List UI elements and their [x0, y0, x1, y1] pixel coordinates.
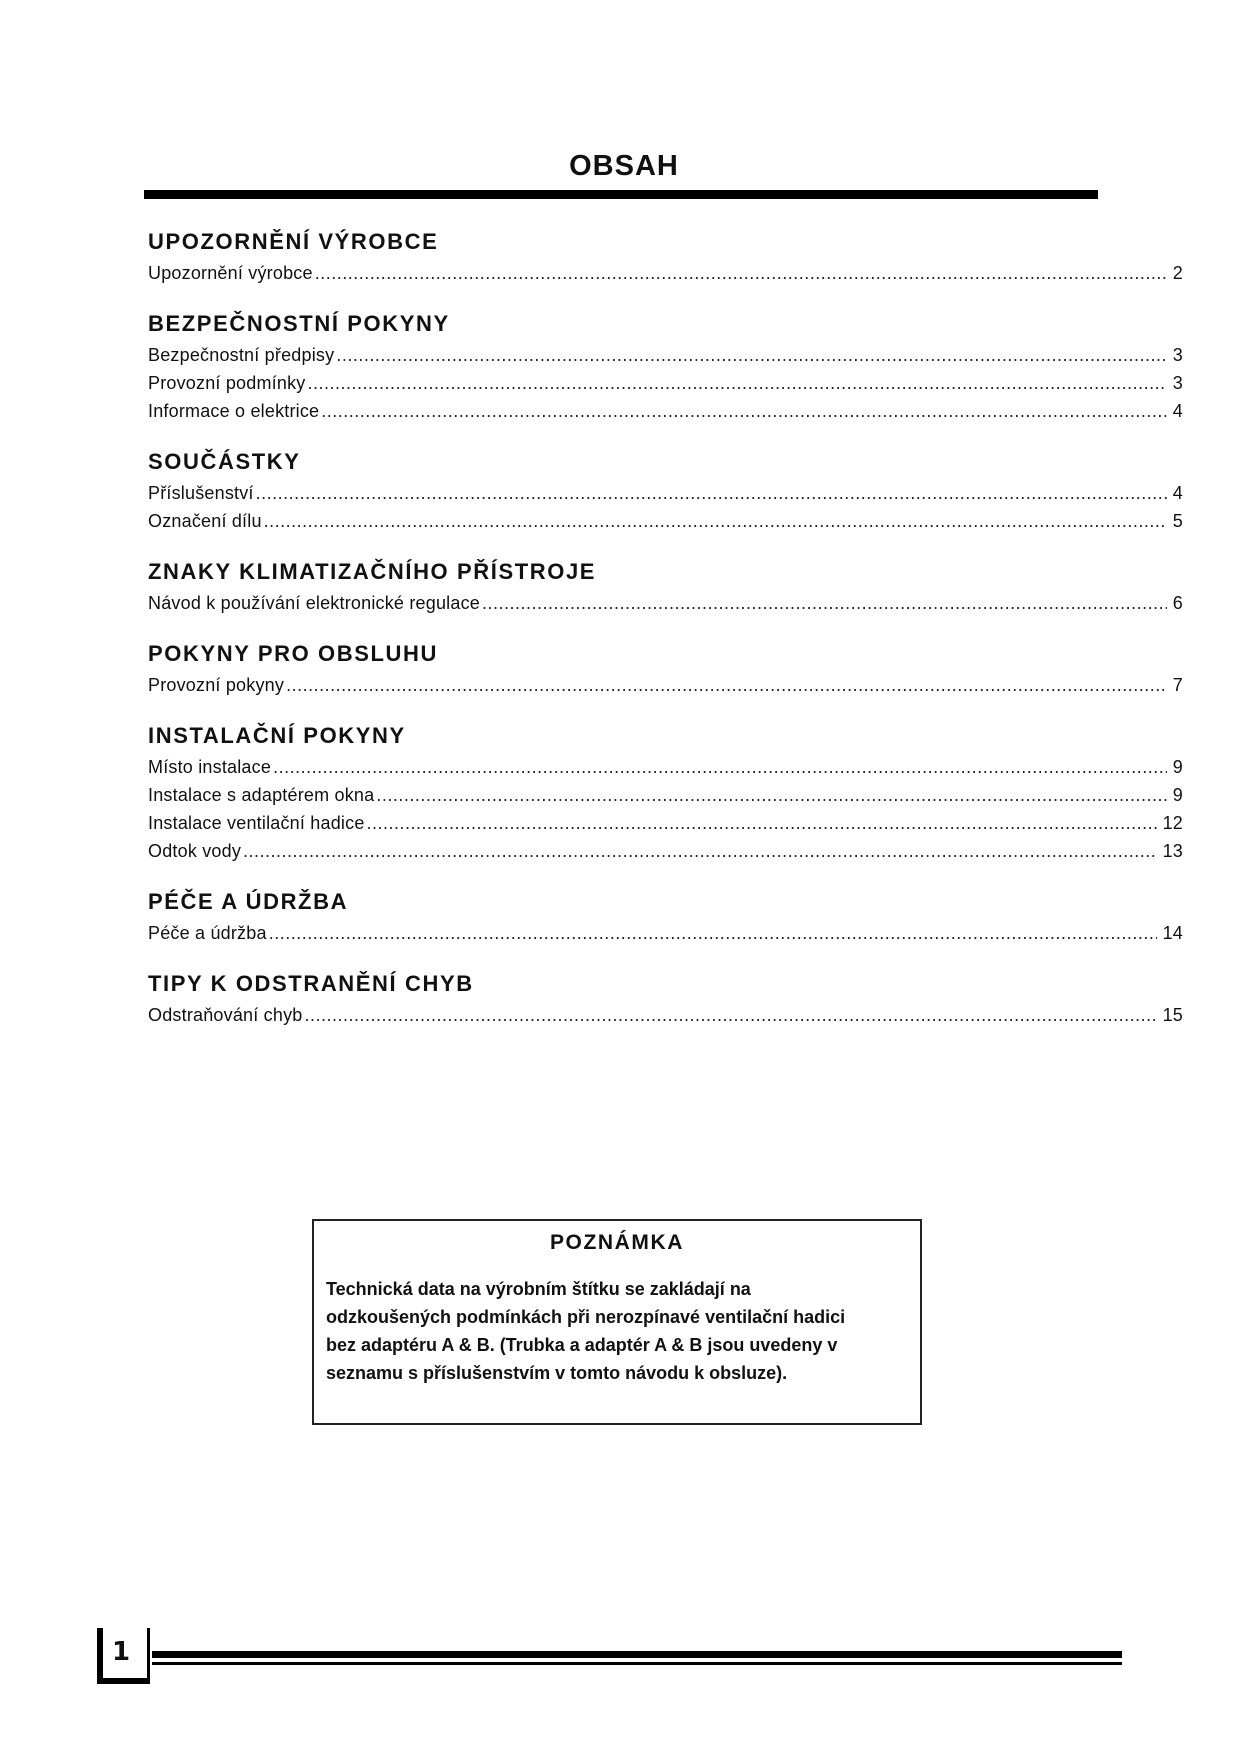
dot-leader	[243, 837, 1157, 865]
dot-leader	[304, 1001, 1156, 1029]
note-body	[326, 1275, 906, 1387]
entry-page: 12	[1162, 813, 1183, 833]
toc-section	[148, 447, 1183, 535]
note-line: odzkoušených podmínkách při nerozpínavé ventilační hadici	[326, 1307, 846, 1327]
entry-label: Provozní podmínky	[148, 373, 306, 393]
entry-label: Instalace ventilační hadice	[148, 813, 365, 833]
entry-page: 3	[1172, 345, 1183, 365]
footer-bracket	[97, 1628, 103, 1684]
note-box	[312, 1219, 922, 1425]
section-title: SOUČÁSTKY	[148, 449, 301, 474]
entry-page: 9	[1172, 757, 1183, 777]
section-title: POKYNY PRO OBSLUHU	[148, 641, 438, 666]
entry-page: 14	[1162, 923, 1183, 943]
entry-label: Bezpečnostní předpisy	[148, 345, 335, 365]
entry-label: Odtok vody	[148, 841, 242, 861]
dot-leader	[482, 589, 1167, 617]
toc-entry[interactable]	[148, 809, 1183, 837]
toc-entry[interactable]	[148, 397, 1183, 425]
section-title: ZNAKY KLIMATIZAČNÍHO PŘÍSTROJE	[148, 559, 597, 584]
dot-leader	[336, 341, 1166, 369]
toc-section	[148, 887, 1183, 947]
section-title: INSTALAČNÍ POKYNY	[148, 723, 406, 748]
page-title: OBSAH	[569, 150, 679, 182]
toc-section	[148, 721, 1183, 865]
toc-section	[148, 227, 1183, 287]
entry-label: Označení dílu	[148, 511, 262, 531]
entry-page: 13	[1162, 841, 1183, 861]
entry-page: 15	[1162, 1005, 1183, 1025]
section-title: PÉČE A ÚDRŽBA	[148, 889, 349, 914]
section-title: BEZPEČNOSTNÍ POKYNY	[148, 311, 450, 336]
dot-leader	[256, 479, 1167, 507]
entry-label: Návod k používání elektronické regulace	[148, 593, 480, 613]
title-rule	[144, 190, 1098, 199]
entry-page: 7	[1172, 675, 1183, 695]
section-title: UPOZORNĚNÍ VÝROBCE	[148, 229, 439, 254]
entry-page: 5	[1172, 511, 1183, 531]
footer-rule	[152, 1651, 1122, 1658]
dot-leader	[367, 809, 1157, 837]
dot-leader	[315, 259, 1167, 287]
entry-label: Informace o elektrice	[148, 401, 320, 421]
toc-section	[148, 309, 1183, 425]
toc-section	[148, 639, 1183, 699]
entry-page: 9	[1172, 785, 1183, 805]
dot-leader	[264, 507, 1167, 535]
entry-label: Příslušenství	[148, 483, 254, 503]
toc-entry[interactable]	[148, 507, 1183, 535]
entry-page: 6	[1172, 593, 1183, 613]
table-of-contents	[148, 227, 1183, 1051]
entry-label: Odstraňování chyb	[148, 1005, 303, 1025]
toc-section	[148, 969, 1183, 1029]
footer-bracket	[147, 1628, 150, 1684]
entry-page: 4	[1172, 401, 1183, 421]
entry-label: Místo instalace	[148, 757, 272, 777]
dot-leader	[273, 753, 1167, 781]
toc-entry[interactable]	[148, 479, 1183, 507]
toc-entry[interactable]	[148, 753, 1183, 781]
toc-section	[148, 557, 1183, 617]
page-number: 1	[112, 1637, 131, 1667]
dot-leader	[286, 671, 1167, 699]
note-line: bez adaptéru A & B. (Trubka a adaptér A & B jsou uvedeny v	[326, 1335, 838, 1355]
section-title: TIPY K ODSTRANĚNÍ CHYB	[148, 971, 474, 996]
entry-label: Provozní pokyny	[148, 675, 285, 695]
entry-page: 2	[1172, 263, 1183, 283]
toc-entry[interactable]	[148, 589, 1183, 617]
note-line: Technická data na výrobním štítku se zakládají na	[326, 1279, 751, 1299]
dot-leader	[269, 919, 1157, 947]
entry-label: Upozornění výrobce	[148, 263, 313, 283]
toc-entry[interactable]	[148, 781, 1183, 809]
entry-page: 3	[1172, 373, 1183, 393]
toc-entry[interactable]	[148, 1001, 1183, 1029]
toc-entry[interactable]	[148, 369, 1183, 397]
entry-label: Instalace s adaptérem okna	[148, 785, 375, 805]
toc-entry[interactable]	[148, 919, 1183, 947]
dot-leader	[376, 781, 1166, 809]
toc-entry[interactable]	[148, 341, 1183, 369]
entry-label: Péče a údržba	[148, 923, 267, 943]
dot-leader	[307, 369, 1166, 397]
note-title: POZNÁMKA	[549, 1231, 685, 1254]
toc-entry[interactable]	[148, 837, 1183, 865]
entry-page: 4	[1172, 483, 1183, 503]
footer-rule	[152, 1662, 1122, 1665]
dot-leader	[321, 397, 1167, 425]
footer-bracket	[97, 1678, 149, 1684]
toc-entry[interactable]	[148, 671, 1183, 699]
note-line: seznamu s příslušenstvím v tomto návodu k obsluze).	[326, 1363, 788, 1383]
toc-entry[interactable]	[148, 259, 1183, 287]
